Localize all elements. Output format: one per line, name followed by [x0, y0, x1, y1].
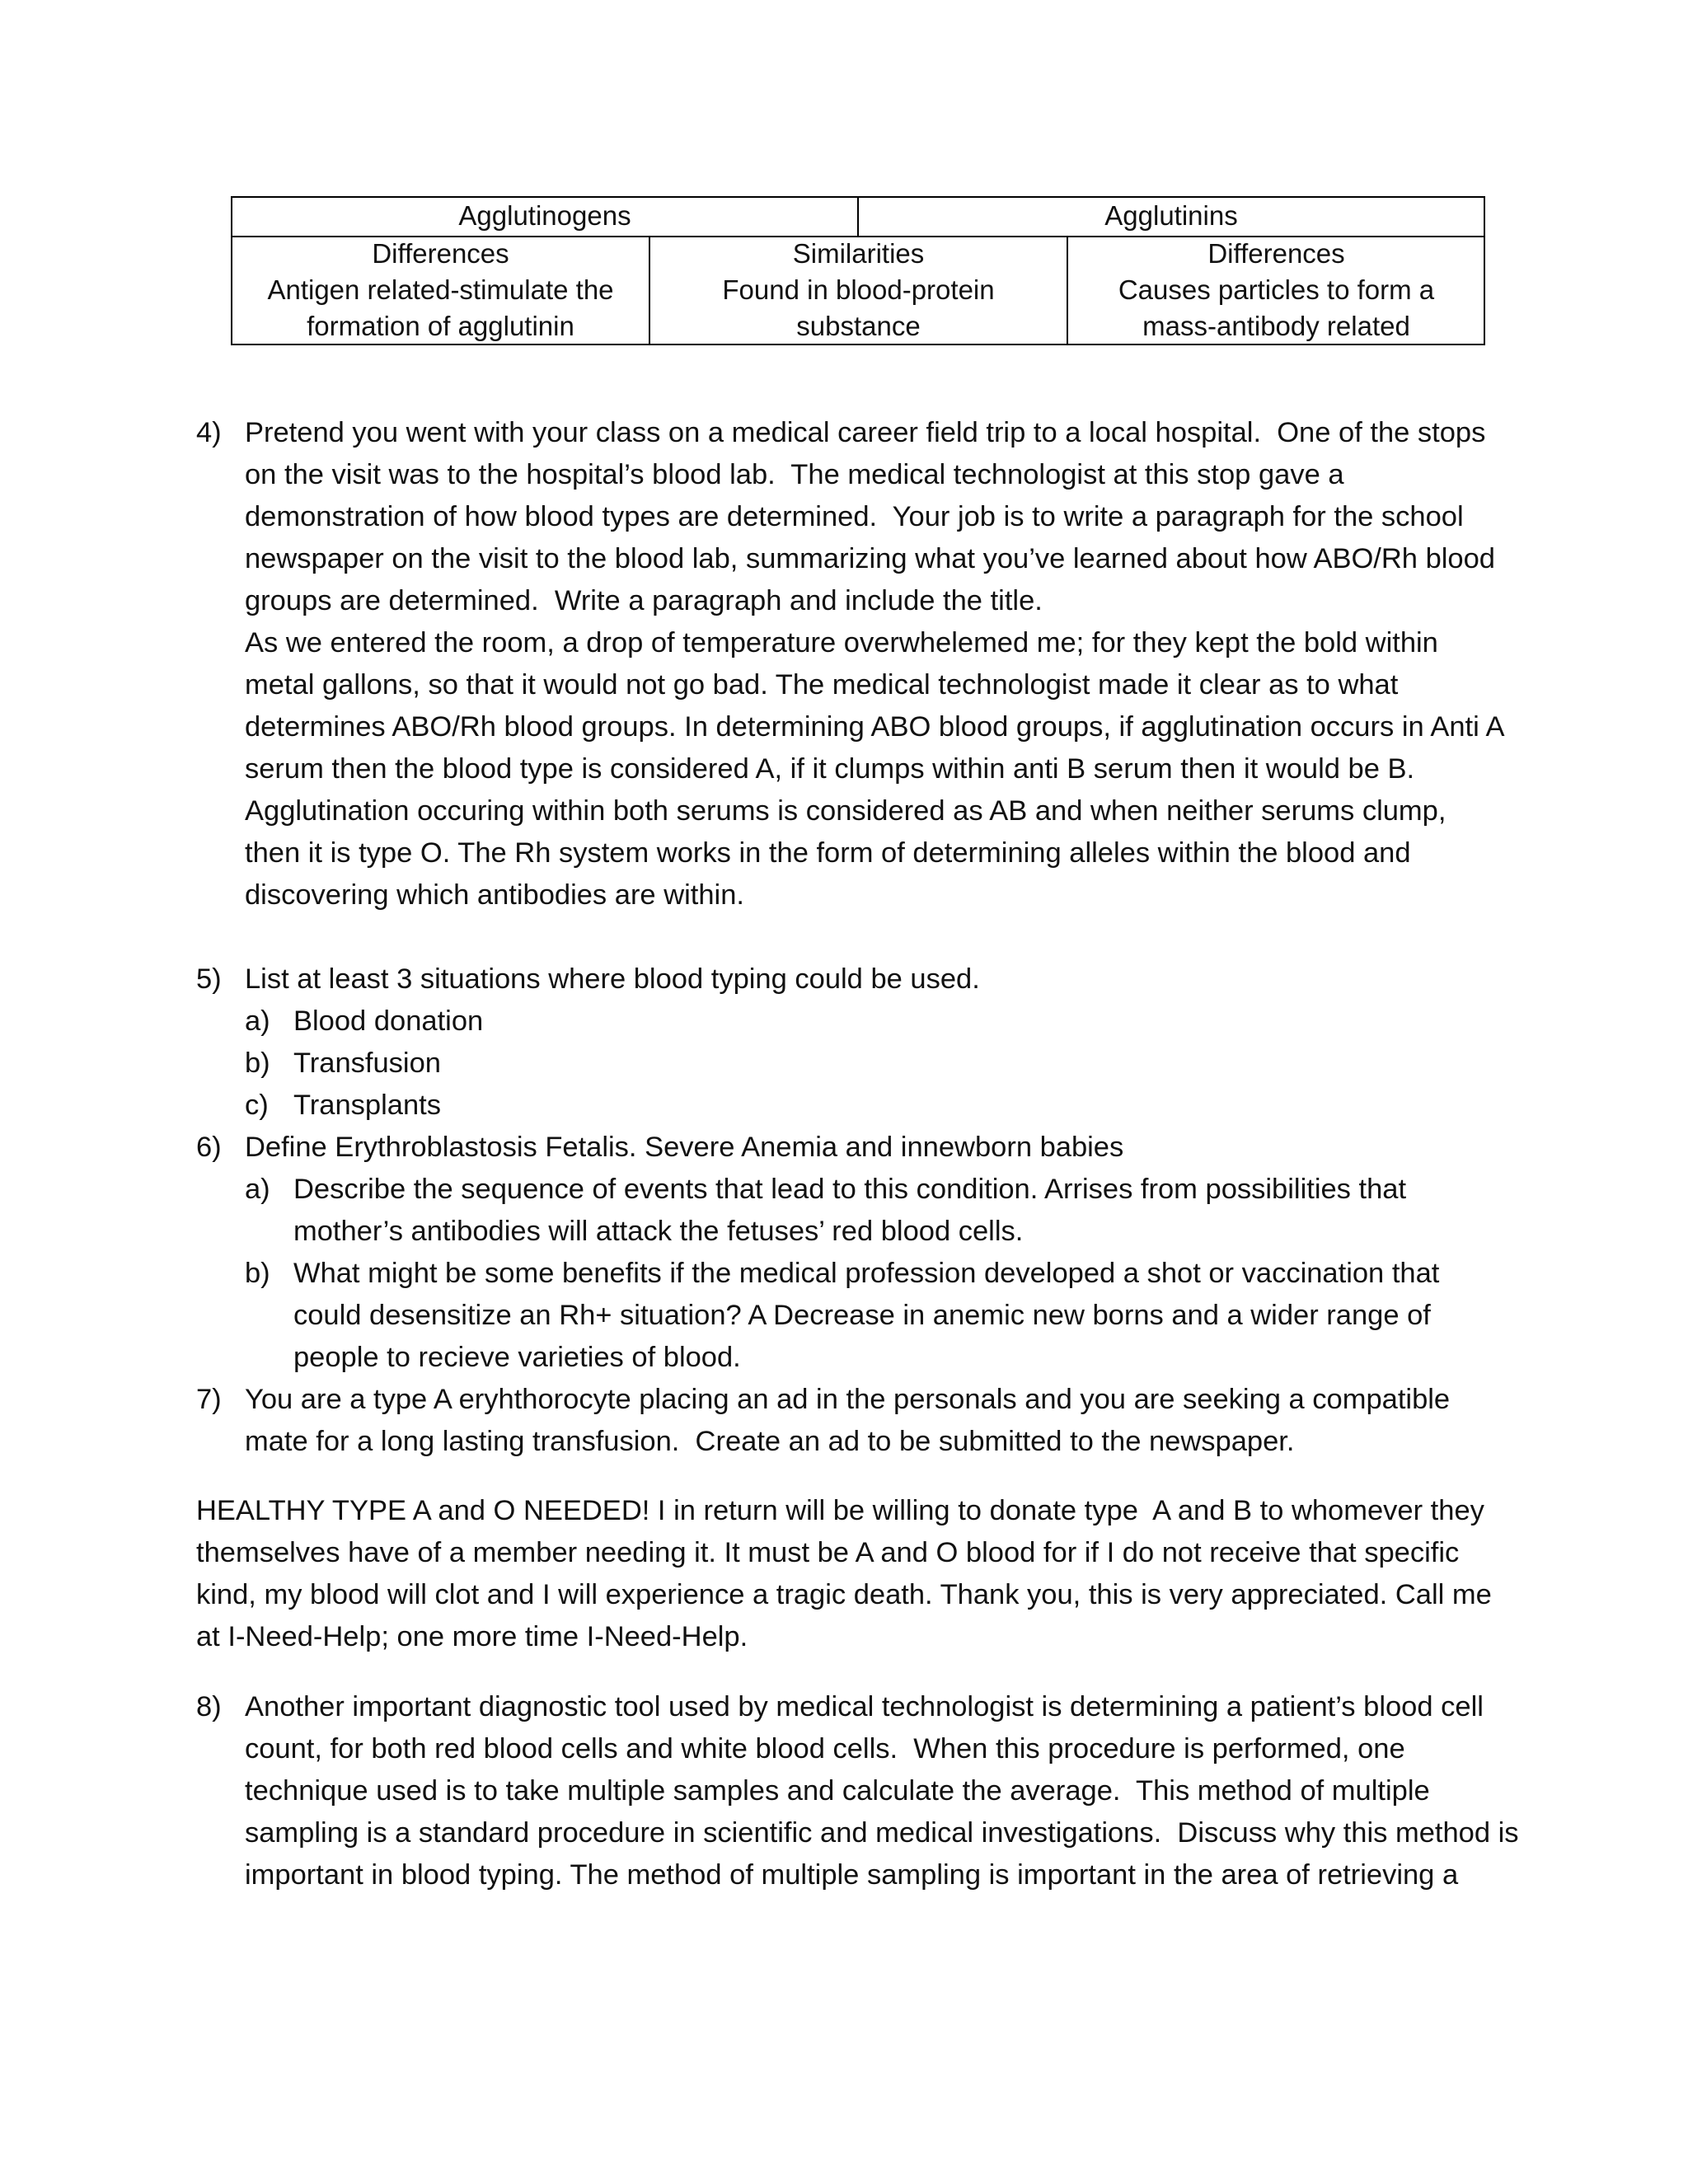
table-header-agglutinins: Agglutinins	[1104, 200, 1238, 231]
col1-title: Differences	[372, 238, 509, 269]
q6-a-line: Describe the sequence of events that lead to this condition. Arrises from possibilities that	[293, 1174, 1407, 1205]
q4-answer-line: serum then the blood type is considered A, if it clumps within anti B serum then it would be B.	[245, 753, 1415, 785]
q4-line: demonstration of how blood types are determined. Your job is to write a paragraph for the school	[245, 501, 1464, 532]
ad-line: HEALTHY TYPE A and O NEEDED! I in return will be willing to donate type A and B to whomever they	[196, 1495, 1484, 1526]
q6-b-letter: b)	[245, 1258, 270, 1289]
q8-line: sampling is a standard procedure in scientific and medical investigations. Discuss why this method is	[245, 1817, 1519, 1849]
q6-b-line: What might be some benefits if the medical profession developed a shot or vaccination that	[293, 1258, 1440, 1289]
q5-item: Transplants	[293, 1090, 441, 1121]
q8-line: count, for both red blood cells and white blood cells. When this procedure is performed, one	[245, 1733, 1405, 1765]
q6-a-letter: a)	[245, 1174, 270, 1205]
q6-b-line: people to recieve varieties of blood.	[293, 1342, 741, 1373]
question-5-number: 5)	[196, 963, 222, 995]
ad-line: at I-Need-Help; one more time I-Need-Help.	[196, 1621, 748, 1652]
col3-line2: mass-antibody related	[1142, 311, 1410, 341]
q4-line: newspaper on the visit to the blood lab, summarizing what you’ve learned about how ABO/Rh blood	[245, 543, 1495, 574]
q7-line: You are a type A eryhthorocyte placing an ad in the personals and you are seeking a compatible	[245, 1384, 1451, 1415]
q6-a-line: mother’s antibodies will attack the fetuses’ red blood cells.	[293, 1216, 1024, 1247]
q6-b-line: could desensitize an Rh+ situation? A Decrease in anemic new borns and a wider range of	[293, 1300, 1431, 1331]
col1-line1: Antigen related-stimulate the	[267, 274, 614, 305]
q8-line: Another important diagnostic tool used by medical technologist is determining a patient’s blood cell	[245, 1691, 1484, 1722]
question-7-number: 7)	[196, 1384, 222, 1415]
q4-answer-line: determines ABO/Rh blood groups. In determining ABO blood groups, if agglutination occurs in Anti A	[245, 711, 1505, 743]
q4-answer-line: As we entered the room, a drop of temperature overwhelemed me; for they kept the bold within	[245, 627, 1438, 658]
question-8-number: 8)	[196, 1691, 222, 1722]
col2-line2: substance	[796, 311, 921, 341]
question-6-number: 6)	[196, 1132, 222, 1163]
q4-line: on the visit was to the hospital’s blood lab. The medical technologist at this stop gave a	[245, 459, 1344, 490]
q8-line: technique used is to take multiple samples and calculate the average. This method of multiple	[245, 1775, 1430, 1807]
q8-line: important in blood typing. The method of multiple sampling is important in the area of retrieving a	[245, 1859, 1459, 1891]
q4-answer-line: metal gallons, so that it would not go bad. The medical technologist made it clear as to what	[245, 669, 1399, 701]
col2-line1: Found in blood-protein	[722, 274, 995, 305]
q5-item: Blood donation	[293, 1005, 484, 1037]
q6-text: Define Erythroblastosis Fetalis. Severe Anemia and innewborn babies	[245, 1132, 1124, 1163]
q5-text: List at least 3 situations where blood typing could be used.	[245, 963, 980, 995]
comparison-table	[231, 196, 1485, 345]
q4-answer-line: discovering which antibodies are within.	[245, 879, 744, 911]
q5-item-letter: b)	[245, 1047, 270, 1079]
col1-line2: formation of agglutinin	[307, 311, 574, 341]
ad-line: kind, my blood will clot and I will experience a tragic death. Thank you, this is very appreciated. Call me	[196, 1579, 1492, 1610]
question-4-number: 4)	[196, 417, 222, 448]
q4-line: groups are determined. Write a paragraph and include the title.	[245, 585, 1043, 616]
q4-line: Pretend you went with your class on a medical career field trip to a local hospital. One of the stops	[245, 417, 1486, 448]
col3-line1: Causes particles to form a	[1118, 274, 1435, 305]
q5-item-letter: c)	[245, 1090, 269, 1121]
table-header-agglutinogens: Agglutinogens	[458, 200, 631, 231]
q7-line: mate for a long lasting transfusion. Create an ad to be submitted to the newspaper.	[245, 1426, 1295, 1457]
col3-title: Differences	[1207, 238, 1345, 269]
q4-answer-line: then it is type O. The Rh system works in the form of determining alleles within the blood and	[245, 837, 1411, 869]
q5-item: Transfusion	[293, 1047, 441, 1079]
q4-answer-line: Agglutination occuring within both serums is considered as AB and when neither serums clump,	[245, 795, 1447, 827]
q5-item-letter: a)	[245, 1005, 270, 1037]
ad-line: themselves have of a member needing it. It must be A and O blood for if I do not receive that specific	[196, 1537, 1460, 1568]
col2-title: Similarities	[792, 238, 925, 269]
